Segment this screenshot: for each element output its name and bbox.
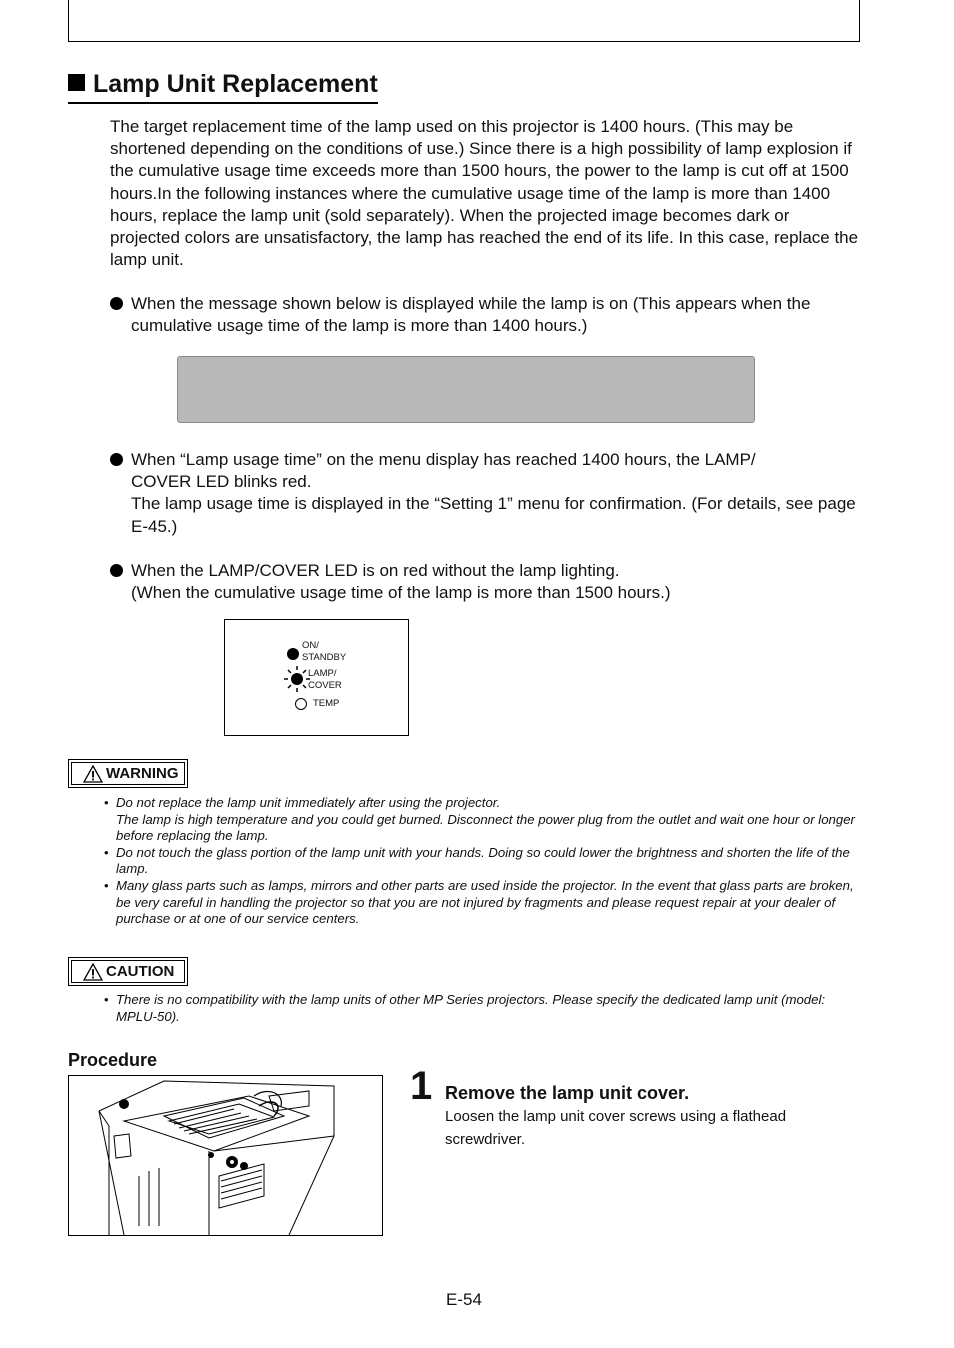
bullet-item [110, 293, 862, 337]
caution-note: • There is no compatibility with the lamp units of other MP Series projectors. Please specify the dedicated lamp unit (model: MPLU-50). [104, 992, 864, 1025]
projector-illustration [68, 1075, 383, 1236]
bullet-icon [110, 297, 123, 310]
procedure-heading: Procedure [68, 1050, 158, 1070]
warning-triangle-icon [83, 963, 103, 981]
step-description: Loosen the lamp unit cover screws using a flathead screwdriver. [445, 1108, 787, 1148]
step-title: Remove the lamp unit cover. [445, 1083, 690, 1103]
caution-label: CAUTION [106, 963, 175, 980]
caution-badge [68, 957, 188, 986]
bullet-item [110, 560, 862, 604]
warning-note: • Do not replace the lamp unit immediately after using the projector. The lamp is high temperature and you could get burned. Disconnect the power plug from the outlet and wait one hour or longer before replacing the lamp. [104, 795, 864, 845]
black-square-icon [68, 74, 85, 91]
on-standby-label: ON/ STANDBY [302, 640, 347, 663]
caution-notes [104, 992, 864, 1025]
bullet-icon [110, 564, 123, 577]
warning-note: • Do not touch the glass portion of the lamp unit with your hands. Doing so could lower the brightness and shorten the life of the lamp. [104, 845, 864, 878]
warning-note: • Many glass parts such as lamps, mirrors and other parts are used inside the projector. In the event that glass parts are broken, be very careful in handling the projector so that you are not injured by fragments and please request repair at your dealer of purchase or at one of our service centers. [104, 878, 864, 928]
bullet-icon [110, 453, 123, 466]
projector-lamp-cover-illustration [69, 1076, 382, 1235]
page-number: E-54 [446, 1290, 482, 1309]
intro-paragraph: The target replacement time of the lamp used on this projector is 1400 hours. (This may be shortened depending on the conditions of use.) Since there is a high possibility of lamp explosion if the cumulative usage time exceeds more than 1500 hours, the power to the lamp is cut off at 1500 hours.In the following instances where the cumulative usage time of the lamp is more than 1400 hours, replace the lamp unit (sold separately). When the projected image becomes dark or projected colors are unsatisfactory, the lamp has reached the end of its life. In this case, replace the lamp unit. [110, 117, 859, 270]
bullet-item [110, 449, 862, 538]
step-number: 1 [410, 1064, 433, 1108]
bullet-text: When “Lamp usage time” on the menu display has reached 1400 hours, the LAMP/ COVER LED blinks red. The lamp usage time is displayed in the “Setting 1” menu for confirmation. (For details, see page E-45.) [131, 450, 856, 536]
blinking-led-icon [284, 666, 310, 692]
warning-triangle-icon [83, 765, 103, 783]
section-title-text: Lamp Unit Replacement [93, 70, 378, 98]
warning-notes [104, 795, 864, 928]
warning-label: WARNING [106, 765, 179, 782]
warning-badge [68, 759, 188, 788]
page-header-box [68, 0, 860, 42]
lamp-cover-label: LAMP/ COVER [308, 668, 342, 691]
section-title [68, 70, 378, 104]
temp-label: TEMP [313, 698, 340, 709]
bullet-text: When the message shown below is displayed while the lamp is on (This appears when the cumulative usage time of the lamp is more than 1400 hours.) [131, 294, 811, 336]
led-indicator-panel [224, 619, 409, 736]
lamp-warning-message-box [177, 356, 755, 423]
bullet-text: When the LAMP/COVER LED is on red without the lamp lighting. (When the cumulative usage time of the lamp is more than 1500 hours.) [131, 561, 671, 603]
